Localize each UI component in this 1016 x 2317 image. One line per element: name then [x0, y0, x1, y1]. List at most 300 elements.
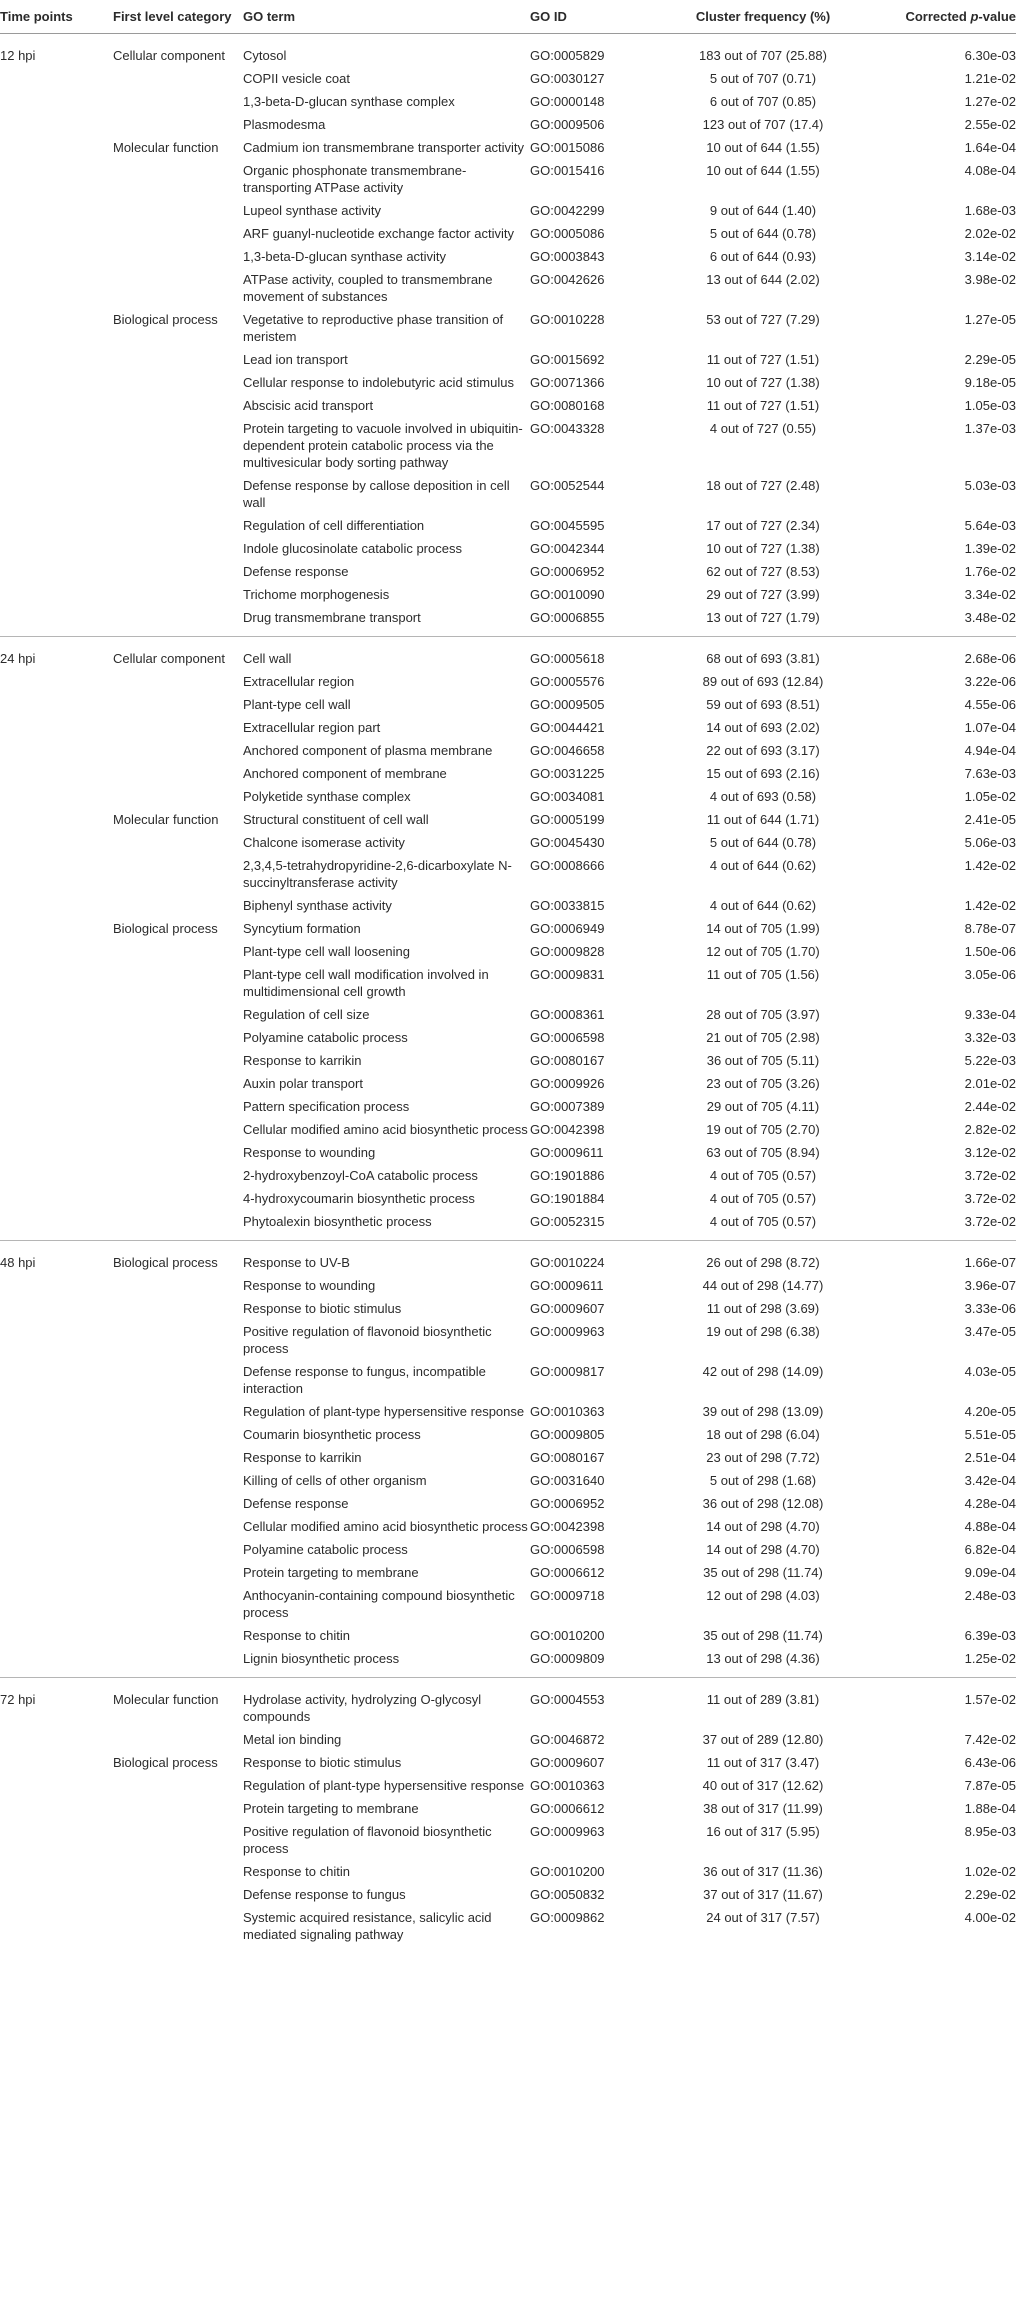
category-cell — [113, 1561, 243, 1584]
table-row — [0, 1423, 1016, 1446]
table-row — [0, 199, 1016, 222]
category-cell: Biological process — [113, 1755, 218, 1770]
time-point-cell — [0, 1515, 113, 1538]
table-row — [0, 1297, 1016, 1320]
time-point-cell — [0, 963, 113, 1003]
category-cell — [113, 1360, 243, 1400]
time-point-cell — [0, 808, 113, 831]
go-term-cell: Regulation of plant-type hypersensitive response — [243, 1404, 525, 1419]
corrected-p-value-cell: 8.78e-07 — [964, 921, 1016, 936]
go-term-cell: Structural constituent of cell wall — [243, 812, 429, 827]
cluster-frequency-cell: 89 out of 693 (12.84) — [702, 674, 824, 689]
cluster-frequency-cell: 123 out of 707 (17.4) — [702, 117, 824, 132]
header-pval-suffix: -value — [978, 9, 1016, 24]
category-cell — [113, 1187, 243, 1210]
time-point-cell — [0, 245, 113, 268]
category-cell — [113, 537, 243, 560]
table-row — [0, 537, 1016, 560]
table-row — [0, 637, 1016, 671]
go-id-cell: GO:0006598 — [530, 1542, 605, 1557]
go-term-cell: Regulation of cell size — [243, 1007, 370, 1022]
corrected-p-value-cell: 1.50e-06 — [964, 944, 1016, 959]
table-row — [0, 854, 1016, 894]
go-term-cell: COPII vesicle coat — [243, 71, 350, 86]
time-point-cell — [0, 136, 113, 159]
go-id-cell: GO:0005086 — [530, 226, 605, 241]
category-cell: Biological process — [113, 1255, 218, 1270]
cluster-frequency-cell: 21 out of 705 (2.98) — [706, 1030, 820, 1045]
go-term-cell: Lupeol synthase activity — [243, 203, 382, 218]
cluster-frequency-cell: 14 out of 298 (4.70) — [706, 1519, 820, 1534]
go-id-cell: GO:0031640 — [530, 1473, 605, 1488]
cluster-frequency-cell: 63 out of 705 (8.94) — [706, 1145, 820, 1160]
table-row — [0, 1515, 1016, 1538]
time-point-cell — [0, 1400, 113, 1423]
go-id-cell: GO:0009607 — [530, 1755, 605, 1770]
corrected-p-value-cell: 4.20e-05 — [964, 1404, 1016, 1419]
corrected-p-value-cell: 2.29e-02 — [964, 1887, 1016, 1902]
category-cell — [113, 1400, 243, 1423]
corrected-p-value-cell: 1.02e-02 — [964, 1864, 1016, 1879]
go-term-cell: Metal ion binding — [243, 1732, 342, 1747]
category-cell — [113, 1095, 243, 1118]
category-cell — [113, 1210, 243, 1241]
header-pval-italic: p — [970, 9, 979, 24]
go-term-cell: 2,3,4,5-tetrahydropyridine-2,6-dicarboxylate N-succinyltransferase activity — [243, 858, 512, 890]
category-cell — [113, 583, 243, 606]
time-point-cell — [0, 1728, 113, 1751]
time-point-cell — [0, 739, 113, 762]
category-cell — [113, 474, 243, 514]
category-cell — [113, 1883, 243, 1906]
corrected-p-value-cell: 5.64e-03 — [964, 518, 1016, 533]
time-point-cell — [0, 474, 113, 514]
table-row — [0, 1469, 1016, 1492]
category-cell — [113, 1049, 243, 1072]
go-term-cell: ATPase activity, coupled to transmembrane movement of substances — [243, 272, 493, 304]
go-term-cell: Anchored component of plasma membrane — [243, 743, 493, 758]
category-cell — [113, 1320, 243, 1360]
table-row — [0, 1400, 1016, 1423]
table-row — [0, 67, 1016, 90]
table-row — [0, 693, 1016, 716]
corrected-p-value-cell: 7.87e-05 — [964, 1778, 1016, 1793]
corrected-p-value-cell: 3.22e-06 — [964, 674, 1016, 689]
go-term-cell: 4-hydroxycoumarin biosynthetic process — [243, 1191, 475, 1206]
corrected-p-value-cell: 3.05e-06 — [964, 967, 1016, 982]
go-id-cell: GO:0004553 — [530, 1692, 605, 1707]
time-point-cell — [0, 1774, 113, 1797]
go-term-cell: Protein targeting to membrane — [243, 1565, 419, 1580]
go-id-cell: GO:0080167 — [530, 1450, 605, 1465]
table-row — [0, 1883, 1016, 1906]
go-id-cell: GO:0006949 — [530, 921, 605, 936]
go-term-cell: Plant-type cell wall modification involved in multidimensional cell growth — [243, 967, 489, 999]
header-go-term: GO term — [243, 0, 530, 34]
table-row — [0, 1072, 1016, 1095]
table-row — [0, 268, 1016, 308]
cluster-frequency-cell: 14 out of 693 (2.02) — [706, 720, 820, 735]
go-id-cell: GO:0010363 — [530, 1778, 605, 1793]
corrected-p-value-cell: 1.05e-03 — [964, 398, 1016, 413]
go-term-cell: Plant-type cell wall loosening — [243, 944, 410, 959]
cluster-frequency-cell: 10 out of 644 (1.55) — [706, 163, 820, 178]
table-row — [0, 371, 1016, 394]
time-point-cell — [0, 917, 113, 940]
corrected-p-value-cell: 4.03e-05 — [964, 1364, 1016, 1379]
table-row — [0, 894, 1016, 917]
time-point-cell — [0, 1141, 113, 1164]
corrected-p-value-cell: 3.33e-06 — [964, 1301, 1016, 1316]
category-cell — [113, 1026, 243, 1049]
time-point-cell — [0, 1561, 113, 1584]
table-row — [0, 1538, 1016, 1561]
go-id-cell: GO:0015692 — [530, 352, 605, 367]
go-term-cell: Lead ion transport — [243, 352, 348, 367]
cluster-frequency-cell: 13 out of 644 (2.02) — [706, 272, 820, 287]
corrected-p-value-cell: 1.05e-02 — [964, 789, 1016, 804]
time-point-cell — [0, 1446, 113, 1469]
go-id-cell: GO:0006612 — [530, 1801, 605, 1816]
corrected-p-value-cell: 2.82e-02 — [964, 1122, 1016, 1137]
table-row — [0, 1320, 1016, 1360]
go-id-cell: GO:0009607 — [530, 1301, 605, 1316]
go-id-cell: GO:0010228 — [530, 312, 605, 327]
cluster-frequency-cell: 23 out of 298 (7.72) — [706, 1450, 820, 1465]
time-point-cell — [0, 1492, 113, 1515]
header-pval-prefix: Corrected — [905, 9, 971, 24]
go-term-cell: ARF guanyl-nucleotide exchange factor activity — [243, 226, 514, 241]
table-row — [0, 1860, 1016, 1883]
go-term-cell: Cell wall — [243, 651, 292, 666]
cluster-frequency-cell: 16 out of 317 (5.95) — [706, 1824, 820, 1839]
table-row — [0, 417, 1016, 474]
category-cell — [113, 371, 243, 394]
time-point-cell — [0, 762, 113, 785]
category-cell — [113, 606, 243, 637]
table-row — [0, 394, 1016, 417]
go-id-cell: GO:0006952 — [530, 564, 605, 579]
go-id-cell: GO:0044421 — [530, 720, 605, 735]
go-term-cell: Extracellular region part — [243, 720, 381, 735]
go-term-cell: Response to biotic stimulus — [243, 1301, 402, 1316]
cluster-frequency-cell: 39 out of 298 (13.09) — [702, 1404, 824, 1419]
cluster-frequency-cell: 4 out of 693 (0.58) — [709, 789, 817, 804]
cluster-frequency-cell: 35 out of 298 (11.74) — [703, 1628, 823, 1643]
corrected-p-value-cell: 4.28e-04 — [964, 1496, 1016, 1511]
go-id-cell: GO:0010200 — [530, 1628, 605, 1643]
cluster-frequency-cell: 19 out of 298 (6.38) — [706, 1324, 820, 1339]
cluster-frequency-cell: 68 out of 693 (3.81) — [706, 651, 820, 666]
time-point-cell — [0, 1906, 113, 1953]
cluster-frequency-cell: 11 out of 727 (1.51) — [706, 352, 820, 367]
go-term-cell: Hydrolase activity, hydrolyzing O-glycosyl compounds — [243, 1692, 482, 1724]
go-id-cell: GO:0009926 — [530, 1076, 605, 1091]
cluster-frequency-cell: 17 out of 727 (2.34) — [706, 518, 820, 533]
cluster-frequency-cell: 37 out of 289 (12.80) — [702, 1732, 824, 1747]
category-cell — [113, 1492, 243, 1515]
corrected-p-value-cell: 3.47e-05 — [964, 1324, 1016, 1339]
time-point-cell — [0, 394, 113, 417]
corrected-p-value-cell: 1.42e-02 — [964, 858, 1016, 873]
corrected-p-value-cell: 2.68e-06 — [964, 651, 1016, 666]
go-term-cell: Defense response to fungus, incompatible interaction — [243, 1364, 486, 1396]
table-row — [0, 1678, 1016, 1729]
go-term-cell: Response to chitin — [243, 1628, 350, 1643]
cluster-frequency-cell: 29 out of 705 (4.11) — [706, 1099, 820, 1114]
cluster-frequency-cell: 42 out of 298 (14.09) — [702, 1364, 824, 1379]
corrected-p-value-cell: 2.29e-05 — [964, 352, 1016, 367]
go-id-cell: GO:0045430 — [530, 835, 605, 850]
category-cell — [113, 1003, 243, 1026]
table-row — [0, 474, 1016, 514]
go-id-cell: GO:0045595 — [530, 518, 605, 533]
corrected-p-value-cell: 7.63e-03 — [964, 766, 1016, 781]
category-cell: Cellular component — [113, 651, 226, 666]
time-point-cell — [0, 1320, 113, 1360]
cluster-frequency-cell: 12 out of 705 (1.70) — [706, 944, 820, 959]
go-term-cell: Polyamine catabolic process — [243, 1030, 408, 1045]
corrected-p-value-cell: 3.14e-02 — [964, 249, 1016, 264]
table-row — [0, 1906, 1016, 1953]
corrected-p-value-cell: 3.34e-02 — [964, 587, 1016, 602]
cluster-frequency-cell: 11 out of 317 (3.47) — [706, 1755, 820, 1770]
time-point-cell — [0, 831, 113, 854]
time-point-cell: 24 hpi — [0, 651, 36, 666]
go-term-cell: Cellular modified amino acid biosynthetic process — [243, 1122, 528, 1137]
category-cell — [113, 1774, 243, 1797]
time-point-cell: 48 hpi — [0, 1255, 36, 1270]
time-point-cell — [0, 159, 113, 199]
table-row — [0, 1003, 1016, 1026]
corrected-p-value-cell: 1.68e-03 — [964, 203, 1016, 218]
go-id-cell: GO:0009611 — [530, 1278, 604, 1293]
cluster-frequency-cell: 38 out of 317 (11.99) — [703, 1801, 823, 1816]
corrected-p-value-cell: 3.32e-03 — [964, 1030, 1016, 1045]
time-point-cell — [0, 1647, 113, 1678]
cluster-frequency-cell: 29 out of 727 (3.99) — [706, 587, 820, 602]
category-cell — [113, 693, 243, 716]
category-cell — [113, 1141, 243, 1164]
go-id-cell: GO:0008666 — [530, 858, 605, 873]
go-term-cell: Response to UV-B — [243, 1255, 350, 1270]
time-point-cell — [0, 1883, 113, 1906]
go-id-cell: GO:0042398 — [530, 1519, 605, 1534]
cluster-frequency-cell: 14 out of 705 (1.99) — [706, 921, 820, 936]
time-point-cell — [0, 1820, 113, 1860]
cluster-frequency-cell: 36 out of 317 (11.36) — [703, 1864, 823, 1879]
header-corrected-p-value — [866, 0, 1016, 34]
corrected-p-value-cell: 4.88e-04 — [964, 1519, 1016, 1534]
time-point-cell — [0, 308, 113, 348]
go-term-cell: Abscisic acid transport — [243, 398, 374, 413]
go-term-cell: Systemic acquired resistance, salicylic acid mediated signaling pathway — [243, 1910, 492, 1942]
table-row — [0, 90, 1016, 113]
table-row — [0, 1774, 1016, 1797]
category-cell — [113, 1647, 243, 1678]
go-id-cell: GO:1901886 — [530, 1168, 605, 1183]
time-point-cell — [0, 537, 113, 560]
go-term-cell: Trichome morphogenesis — [243, 587, 390, 602]
time-point-cell — [0, 67, 113, 90]
cluster-frequency-cell: 10 out of 644 (1.55) — [706, 140, 820, 155]
go-term-cell: Cadmium ion transmembrane transporter activity — [243, 140, 525, 155]
go-id-cell: GO:0007389 — [530, 1099, 605, 1114]
time-point-cell — [0, 670, 113, 693]
go-term-cell: Cellular response to indolebutyric acid stimulus — [243, 375, 514, 390]
corrected-p-value-cell: 1.76e-02 — [964, 564, 1016, 579]
go-term-cell: Plant-type cell wall — [243, 697, 351, 712]
go-term-cell: Biphenyl synthase activity — [243, 898, 392, 913]
cluster-frequency-cell: 5 out of 298 (1.68) — [709, 1473, 817, 1488]
go-id-cell: GO:1901884 — [530, 1191, 605, 1206]
corrected-p-value-cell: 6.43e-06 — [964, 1755, 1016, 1770]
table-row — [0, 245, 1016, 268]
time-point-cell — [0, 606, 113, 637]
go-term-cell: Regulation of cell differentiation — [243, 518, 425, 533]
corrected-p-value-cell: 6.30e-03 — [964, 48, 1016, 63]
time-point-cell — [0, 854, 113, 894]
cluster-frequency-cell: 4 out of 705 (0.57) — [709, 1168, 817, 1183]
go-term-cell: Regulation of plant-type hypersensitive response — [243, 1778, 525, 1793]
go-term-cell: Defense response by callose deposition in cell wall — [243, 478, 510, 510]
time-point-cell — [0, 1797, 113, 1820]
cluster-frequency-cell: 44 out of 298 (14.77) — [702, 1278, 824, 1293]
category-cell: Biological process — [113, 921, 218, 936]
table-row — [0, 1728, 1016, 1751]
table-row — [0, 1647, 1016, 1678]
category-cell — [113, 1584, 243, 1624]
corrected-p-value-cell: 2.48e-03 — [964, 1588, 1016, 1603]
category-cell — [113, 417, 243, 474]
time-point-cell — [0, 1026, 113, 1049]
corrected-p-value-cell: 1.57e-02 — [964, 1692, 1016, 1707]
table-row — [0, 1049, 1016, 1072]
category-cell — [113, 1797, 243, 1820]
table-row — [0, 113, 1016, 136]
category-cell — [113, 1423, 243, 1446]
go-id-cell: GO:0050832 — [530, 1887, 605, 1902]
category-cell: Molecular function — [113, 812, 219, 827]
table-row — [0, 514, 1016, 537]
time-point-cell — [0, 1584, 113, 1624]
corrected-p-value-cell: 3.96e-07 — [964, 1278, 1016, 1293]
corrected-p-value-cell: 9.18e-05 — [964, 375, 1016, 390]
go-term-cell: Polyamine catabolic process — [243, 1542, 408, 1557]
go-term-cell: Syncytium formation — [243, 921, 361, 936]
go-id-cell: GO:0006612 — [530, 1565, 605, 1580]
header-time-points: Time points — [0, 0, 113, 34]
table-row — [0, 917, 1016, 940]
cluster-frequency-cell: 37 out of 317 (11.67) — [703, 1887, 823, 1902]
time-point-cell — [0, 1751, 113, 1774]
go-term-cell: Defense response — [243, 1496, 349, 1511]
category-cell: Cellular component — [113, 48, 226, 63]
cluster-frequency-cell: 4 out of 644 (0.62) — [709, 858, 817, 873]
table-row — [0, 808, 1016, 831]
cluster-frequency-cell: 6 out of 707 (0.85) — [709, 94, 817, 109]
category-cell — [113, 199, 243, 222]
table-row — [0, 831, 1016, 854]
category-cell — [113, 940, 243, 963]
go-term-cell: 2-hydroxybenzoyl-CoA catabolic process — [243, 1168, 478, 1183]
go-term-cell: Drug transmembrane transport — [243, 610, 421, 625]
corrected-p-value-cell: 1.88e-04 — [964, 1801, 1016, 1816]
go-id-cell: GO:0030127 — [530, 71, 605, 86]
go-id-cell: GO:0010363 — [530, 1404, 605, 1419]
time-point-cell — [0, 1187, 113, 1210]
category-cell — [113, 762, 243, 785]
go-id-cell: GO:0009963 — [530, 1824, 605, 1839]
time-point-cell — [0, 417, 113, 474]
go-id-cell: GO:0009611 — [530, 1145, 604, 1160]
header-cluster-frequency: Cluster frequency (%) — [662, 0, 866, 34]
corrected-p-value-cell: 2.55e-02 — [964, 117, 1016, 132]
go-term-cell: Cytosol — [243, 48, 287, 63]
category-cell — [113, 785, 243, 808]
cluster-frequency-cell: 5 out of 644 (0.78) — [709, 226, 817, 241]
table-row — [0, 560, 1016, 583]
go-term-cell: Lignin biosynthetic process — [243, 1651, 400, 1666]
go-term-cell: Pattern specification process — [243, 1099, 410, 1114]
time-point-cell: 12 hpi — [0, 48, 36, 63]
go-id-cell: GO:0010200 — [530, 1864, 605, 1879]
cluster-frequency-cell: 23 out of 705 (3.26) — [706, 1076, 820, 1091]
corrected-p-value-cell: 1.42e-02 — [964, 898, 1016, 913]
go-id-cell: GO:0005829 — [530, 48, 605, 63]
go-id-cell: GO:0015086 — [530, 140, 605, 155]
table-row — [0, 1118, 1016, 1141]
cluster-frequency-cell: 11 out of 644 (1.71) — [706, 812, 820, 827]
corrected-p-value-cell: 3.98e-02 — [964, 272, 1016, 287]
category-cell — [113, 1072, 243, 1095]
table-row — [0, 34, 1016, 68]
category-cell: Biological process — [113, 312, 218, 327]
cluster-frequency-cell: 28 out of 705 (3.97) — [706, 1007, 820, 1022]
table-row — [0, 1584, 1016, 1624]
go-term-cell: Auxin polar transport — [243, 1076, 363, 1091]
corrected-p-value-cell: 5.03e-03 — [964, 478, 1016, 493]
corrected-p-value-cell: 2.51e-04 — [964, 1450, 1016, 1465]
table-row — [0, 583, 1016, 606]
go-id-cell: GO:0042299 — [530, 203, 605, 218]
go-id-cell: GO:0009718 — [530, 1588, 605, 1603]
go-term-cell: Response to karrikin — [243, 1053, 362, 1068]
corrected-p-value-cell: 7.42e-02 — [964, 1732, 1016, 1747]
cluster-frequency-cell: 6 out of 644 (0.93) — [709, 249, 817, 264]
cluster-frequency-cell: 18 out of 298 (6.04) — [706, 1427, 820, 1442]
category-cell — [113, 348, 243, 371]
time-point-cell — [0, 1210, 113, 1241]
table-row — [0, 1026, 1016, 1049]
time-point-cell — [0, 1860, 113, 1883]
category-cell — [113, 1515, 243, 1538]
cluster-frequency-cell: 11 out of 289 (3.81) — [706, 1692, 820, 1707]
time-point-cell — [0, 268, 113, 308]
go-term-cell: Polyketide synthase complex — [243, 789, 411, 804]
cluster-frequency-cell: 26 out of 298 (8.72) — [706, 1255, 820, 1270]
go-term-cell: 1,3-beta-D-glucan synthase activity — [243, 249, 447, 264]
time-point-cell — [0, 1624, 113, 1647]
corrected-p-value-cell: 4.94e-04 — [964, 743, 1016, 758]
cluster-frequency-cell: 14 out of 298 (4.70) — [706, 1542, 820, 1557]
corrected-p-value-cell: 1.66e-07 — [964, 1255, 1016, 1270]
category-cell — [113, 854, 243, 894]
go-id-cell: GO:0080167 — [530, 1053, 605, 1068]
table-row — [0, 762, 1016, 785]
go-id-cell: GO:0042398 — [530, 1122, 605, 1137]
table-row — [0, 222, 1016, 245]
